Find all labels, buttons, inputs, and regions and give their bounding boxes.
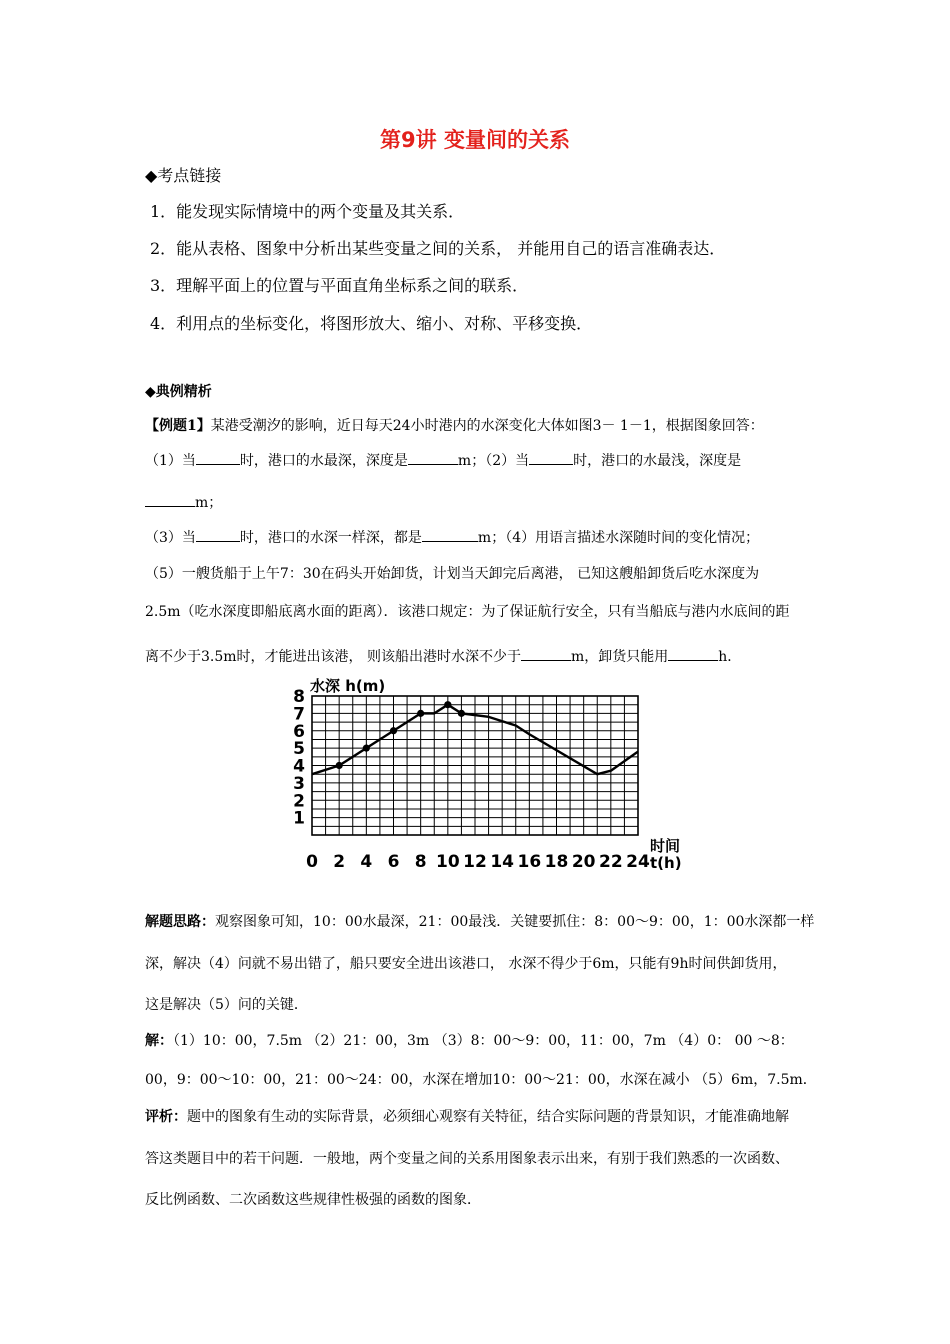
- kaodian-item-2: 2．能从表格、图象中分析出某些变量之间的关系， 并能用自己的语言准确表达．: [150, 239, 726, 258]
- solution-idea-line-1: [145, 911, 814, 931]
- kaodian-header: ◆考点链接: [145, 166, 222, 185]
- data-point-marker: [458, 710, 465, 717]
- data-point-marker: [390, 727, 397, 734]
- blank-q5-hours: [668, 646, 718, 661]
- answer-label: 解：: [145, 1033, 173, 1049]
- x-tick-label: 16: [517, 852, 542, 872]
- blank-q2-depth: [145, 492, 195, 507]
- solution-idea-label: 解题思路：: [145, 914, 215, 930]
- solution-idea-line-2: 深，解决（4）问就不易出错了，船只要安全进出该港口， 水深不得少于6m，只能有9h时间供卸货用，: [145, 956, 787, 972]
- y-tick-label: 5: [293, 739, 305, 760]
- water-depth-chart: [288, 676, 688, 876]
- data-point-marker: [417, 710, 424, 717]
- x-tick-label: 0: [306, 852, 318, 872]
- q5-text-c: h．: [718, 649, 742, 665]
- question-5-line-2: 2.5m（吃水深度即船底离水面的距离）．该港口规定：为了保证航行安全，只有当船底与港内水底间的距: [145, 604, 790, 620]
- comment-text-1: 题中的图象有生动的实际背景，必须细心观察有关特征，结合实际问题的背景知识，才能准确地解: [187, 1109, 789, 1125]
- example-1-statement: [145, 415, 764, 435]
- kaodian-item-1: 1．能发现实际情境中的两个变量及其关系．: [150, 202, 465, 221]
- x-axis-title-line-1: 时间: [650, 837, 681, 855]
- question-5-line-1: （5）一艘货船于上午7：30在码头开始卸货，计划当天卸完后离港， 已知这艘船卸货后吃水深度为: [145, 566, 760, 582]
- data-point-marker: [336, 762, 343, 769]
- example-text: 某港受潮汐的影响，近日每天24小时港内的水深变化大体如图3－ 1－1，根据图象回答：: [210, 418, 764, 434]
- x-axis-title-line-2: t(h): [650, 854, 682, 872]
- question-2-end: [145, 492, 222, 512]
- q1-text-b: 时，港口的水最深，深度是: [239, 453, 408, 469]
- x-tick-label: 12: [463, 852, 487, 872]
- q5-text-a: 离不少于3.5m时，才能进出该港， 则该船出港时水深不少于: [145, 649, 521, 665]
- x-tick-label: 8: [414, 852, 427, 872]
- y-tick-label: 3: [293, 773, 305, 794]
- chart-grid: [312, 696, 638, 835]
- data-point-marker: [444, 701, 451, 708]
- x-tick-label: 24: [626, 852, 650, 872]
- blank-q1-depth: [408, 450, 458, 465]
- y-tick-label: 6: [293, 721, 305, 742]
- q3-q4-text: m；（4）用语言描述水深随时间的变化情况；: [477, 530, 760, 546]
- x-tick-label: 6: [387, 852, 400, 872]
- example-label: 【例题1】: [145, 418, 211, 434]
- comment-line-3: 反比例函数、二次函数这些规律性极强的函数的图象．: [145, 1192, 481, 1208]
- x-tick-label: 20: [571, 852, 596, 872]
- x-tick-label: 22: [598, 852, 623, 872]
- y-axis-title: 水深 h(m): [310, 677, 386, 695]
- q1-text-a: （1）当: [145, 453, 196, 469]
- q3-text-a: （3）当: [145, 530, 196, 546]
- y-tick-label: 2: [293, 791, 305, 812]
- q2-text: 时，港口的水最浅，深度是: [573, 453, 742, 469]
- y-tick-label: 4: [293, 756, 305, 777]
- answer-line-1: [145, 1030, 794, 1050]
- comment-line-1: [145, 1106, 789, 1126]
- blank-q3-time: [196, 527, 240, 542]
- chart-svg: [288, 676, 688, 876]
- answer-line-2: 00，9：00～10：00，21：00～24：00，水深在增加10：00～21：00，水深在减小 （5）6m，7.5m．: [145, 1072, 817, 1088]
- x-tick-label: 10: [435, 852, 460, 872]
- solution-idea-text-1: 观察图象可知，10：00水最深，21：00最浅．关键要抓住：8：00～9：00，1：00水深都一样: [215, 914, 815, 930]
- blank-q2-time: [529, 450, 573, 465]
- question-3-4: [145, 527, 759, 547]
- question-5-line-3: [145, 646, 741, 666]
- question-1-2: [145, 450, 741, 470]
- blank-q1-time: [196, 450, 240, 465]
- x-tick-label: 4: [360, 852, 373, 872]
- blank-q5-depth: [521, 646, 571, 661]
- q1-text-c: m；（2）当: [457, 453, 530, 469]
- kaodian-item-4: 4．利用点的坐标变化，将图形放大、缩小、对称、平移变换．: [150, 314, 593, 333]
- solution-idea-line-3: 这是解决（5）问的关键．: [145, 997, 308, 1013]
- y-tick-label: 7: [293, 704, 305, 725]
- q5-text-b: m，卸货只能用: [571, 649, 669, 665]
- y-tick-label: 1: [293, 808, 305, 829]
- x-tick-label: 18: [544, 852, 569, 872]
- page-title: 第9讲 变量间的关系: [380, 128, 570, 152]
- answer-text-1: （1）10：00，7.5m （2）21：00，3m （3）8：00～9：00，11：00，7m （4）0： 00 ～8：: [173, 1033, 794, 1049]
- q2-unit: m；: [195, 495, 223, 511]
- y-tick-label: 8: [293, 687, 305, 707]
- x-tick-label: 14: [490, 852, 515, 872]
- comment-line-2: 答这类题目中的若干问题．一般地，两个变量之间的关系用图象表示出来，有别于我们熟悉的一次函数、: [145, 1151, 789, 1167]
- dianli-header: ◆典例精析: [145, 384, 212, 400]
- q3-text-b: 时，港口的水深一样深，都是: [239, 530, 422, 546]
- data-point-marker: [363, 745, 370, 752]
- x-tick-label: 2: [333, 852, 346, 872]
- blank-q3-depth: [422, 527, 478, 542]
- comment-label: 评析：: [145, 1109, 187, 1125]
- kaodian-item-3: 3．理解平面上的位置与平面直角坐标系之间的联系．: [150, 276, 529, 295]
